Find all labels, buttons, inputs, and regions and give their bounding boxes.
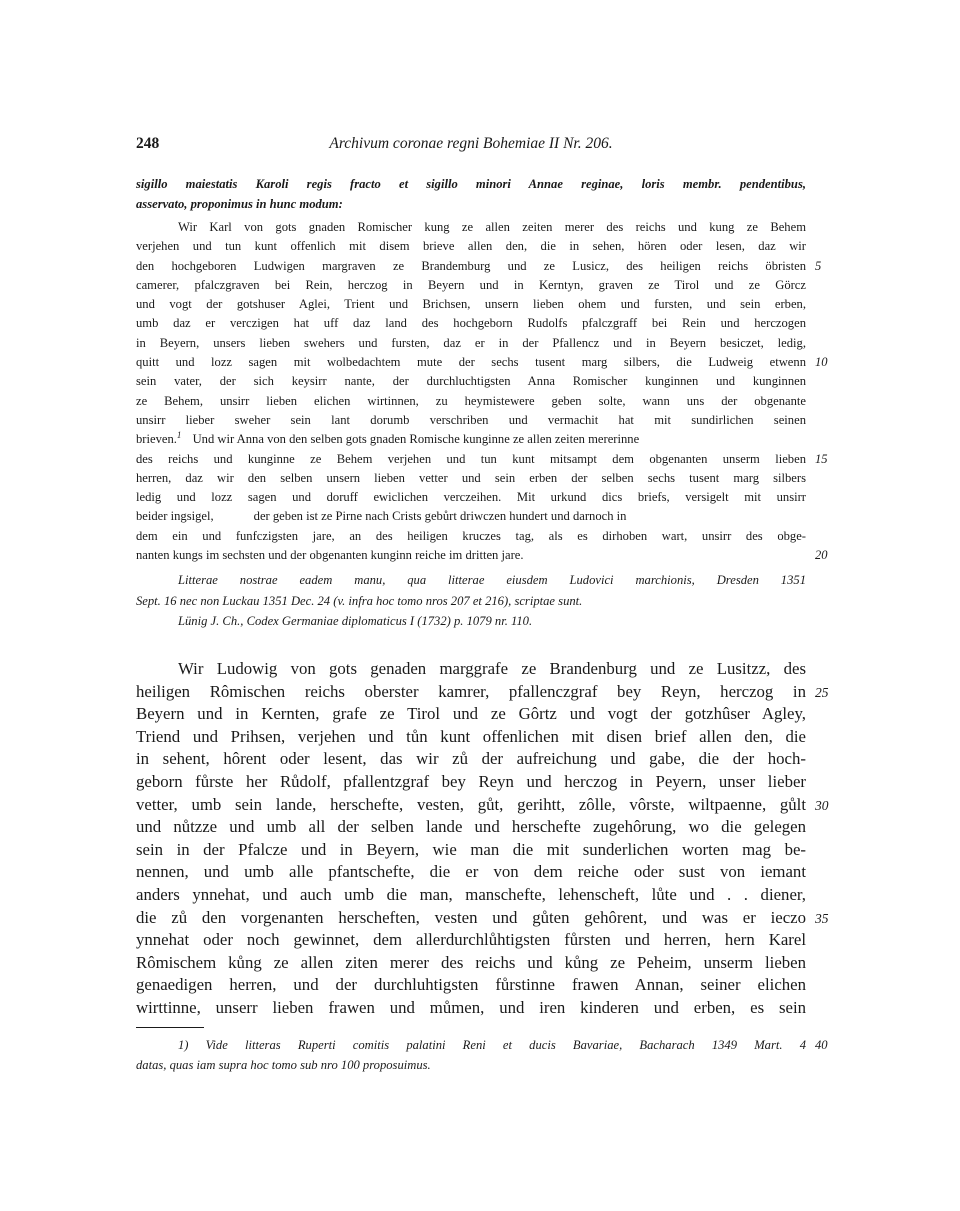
text-line-mixed (136, 507, 806, 526)
footnote-separator (136, 1027, 204, 1028)
line-number: 5 (815, 258, 822, 273)
text-line: asservato, proponimus in hunc modum: (136, 197, 343, 211)
text-line: sigillo maiestatis Karoli regis fracto et sigillo minori Annae reginae, loris membr. pendentibus, (136, 177, 806, 191)
text-line: Beyern und in Kernten, grafe ze Tirol und ze Gôrtz und vogt der gotzhûser Agley, (136, 704, 806, 724)
text-line: in Beyern, unsers lieben swehers und fursten, daz er in der Pfallencz und in Beyern besiczet, ledig, (136, 335, 806, 350)
text-line: unsirr lieber sweher sein lant dorumb verschriben und vermachit hat mit sundirlichen seinen (136, 412, 806, 427)
text-line: nanten kungs im sechsten und der obgenanten kunginn reiche im dritten jare. (136, 548, 524, 563)
editorial-notes (136, 570, 806, 632)
text-line: herren, daz wir den selben unsern lieben vetter und sein erben der selben sechs tusent marg silbers (136, 470, 806, 485)
text-line: verjehen und tun kunt offenlich mit disem brieve allen den, die in sehen, hören oder lesen, daz wir (136, 239, 806, 254)
text-line: die zů den vorgenanten herscheften, vesten und gůten gehôrent, und was er ieczo (136, 907, 806, 927)
text-line-wrap (136, 1036, 828, 1056)
text-line-wrap (136, 546, 828, 565)
text-line: Rômischem kůng ze allen ziten merer des reichs und kůng ze Peheim, unserm lieben (136, 952, 806, 972)
text-line-wrap (136, 794, 829, 817)
text-line: sein vater, der sich keysirr nante, der durchluchtigsten Anna Romischer kunginnen und kunginnen (136, 374, 806, 389)
text-line: genaedigen herren, und der durchluhtigsten fůrstinne frawen Annan, seiner elichen (136, 975, 806, 995)
text-segment: Und wir Anna von den selben gots gnaden Romische kunginne ze allen zeiten mererinne (192, 432, 640, 447)
text-line: dem ein und funfczigsten jare, an des heiligen kruczes tag, als es dirhoben wart, unsirr des obge- (136, 528, 806, 543)
text-segment: der geben ist ze Pirne nach Crists gebůrt driwczen hundert und darnoch in (253, 509, 627, 524)
text-line: nennen, und umb alle pfantschefte, die er von dem reiche oder sust von iemant (136, 862, 806, 882)
line-number: 40 (815, 1038, 828, 1052)
line-number: 20 (815, 548, 828, 563)
line-number: 25 (815, 684, 829, 700)
text-line: umb daz er verczigen hat uff daz land des hochgeborn Rudolfs pfalczgraff bei Rein und herczogen (136, 316, 806, 331)
text-line: des reichs und kunginne ze Behem verjehen und tun kunt mitsampt dem obgenanten unserm lieben (136, 451, 806, 466)
text-line: Sept. 16 nec non Luckau 1351 Dec. 24 (v. infra hoc tomo nros 207 et 216), scriptae sunt. (136, 593, 583, 608)
intro-paragraph (136, 174, 806, 214)
text-line-mixed (136, 430, 806, 449)
text-line: wirttinne, unserr lieben frawen und můmen, und iren kinderen und erben, es sein (136, 997, 806, 1017)
charter-ludwig (136, 658, 829, 1020)
text-line: ze Behem, unsirr lieben elichen wirtinnen, zu heymistewere geben solte, wann uns der obgenante (136, 393, 806, 408)
running-title: Archivum coronae regni Bohemiae II Nr. 206. (329, 135, 613, 152)
text-line-wrap (136, 907, 829, 930)
text-line: den hochgeboren Ludwigen margraven ze Brandemburg und ze Lusicz, des heiligen reichs öbristen (136, 258, 806, 273)
text-line: quitt und lozz sagen mit wolbedachtem mute der sechs tusent marg silbers, die Ludweig etwenn (136, 355, 806, 370)
text-line-wrap (136, 257, 822, 276)
text-line-wrap (136, 450, 828, 469)
line-number: 10 (815, 355, 828, 370)
footnote-ref: 1 (176, 430, 182, 441)
text-line: Wir Karl von gots gnaden Romischer kung ze allen zeiten merer des reichs und kung ze Behem (178, 220, 806, 234)
text-line: und vogt der gotshuser Aglei, Trient und Brichsen, unsern lieben ohem und fursten, und sein erben, (136, 297, 806, 312)
text-line: datas, quas iam supra hoc tomo sub nro 100 proposuimus. (136, 1057, 431, 1072)
text-line: in sehent, hôrent oder lesent, das wir zů der aufreichung und gabe, die der hoch- (136, 749, 806, 769)
text-line: heiligen Rômischen reichs oberster kamrer, pfallenczgraf bey Reyn, herczog in (136, 681, 806, 701)
text-line: vetter, umb sein lande, herschefte, vesten, gůt, gerihtt, zôlle, vôrste, wiltpaenne, gůlt (136, 794, 806, 814)
text-line: camerer, pfalczgraven bei Rein, herczog in Beyern und in Kerntyn, graven ze Tirol und ze Görcz (136, 277, 806, 292)
footnote (136, 1036, 828, 1075)
text-line: Triend und Prihsen, verjehen und tůn kunt offenlichen mit disen brief allen den, die (136, 726, 806, 746)
line-number: 15 (815, 451, 828, 466)
text-line: geborn fůrste her Růdolf, pfallentzgraf bey Reyn und herczog in Peyern, unser lieber (136, 771, 806, 791)
text-line-wrap (136, 681, 829, 704)
charter-karl-anna (136, 218, 828, 565)
page-number: 248 (136, 135, 160, 152)
text-line: 1) Vide litteras Ruperti comitis palatini Reni et ducis Bavariae, Bacharach 1349 Mart. 4 (178, 1038, 806, 1052)
text-line: Lünig J. Ch., Codex Germaniae diplomaticus I (1732) p. 1079 nr. 110. (178, 614, 533, 628)
line-number: 35 (815, 910, 829, 926)
text-line: Wir Ludowig von gots genaden marggrafe ze Brandenburg und ze Lusitzz, des (178, 659, 806, 678)
text-line: Litterae nostrae eadem manu, qua litterae eiusdem Ludovici marchionis, Dresden 1351 (178, 573, 806, 587)
text-line: ledig und lozz sagen und doruff ewiclichen verczeihen. Mit urkund dics briefs, versigelt mit unsirr (136, 490, 806, 505)
text-line: ynnehat oder noch gewinnet, dem allerdurchlůhtigsten fůrsten und herren, hern Karel (136, 930, 806, 950)
text-line: anders ynnehat, und auch umb die man, manschefte, lehenscheft, lůte und . . diener, (136, 884, 806, 904)
line-number: 30 (815, 797, 829, 813)
text-segment: brieven. (136, 432, 177, 447)
text-segment: beider ingsigel, (136, 509, 214, 524)
running-head (136, 135, 806, 155)
text-line: und nůtzze und umb all der selben lande und herschefte zugehôrung, wo die gelegen (136, 817, 806, 837)
text-line-wrap (136, 353, 828, 372)
text-line: sein in der Pfalcze und in Beyern, wie man die mit sunderlichen worten mag be- (136, 839, 806, 859)
